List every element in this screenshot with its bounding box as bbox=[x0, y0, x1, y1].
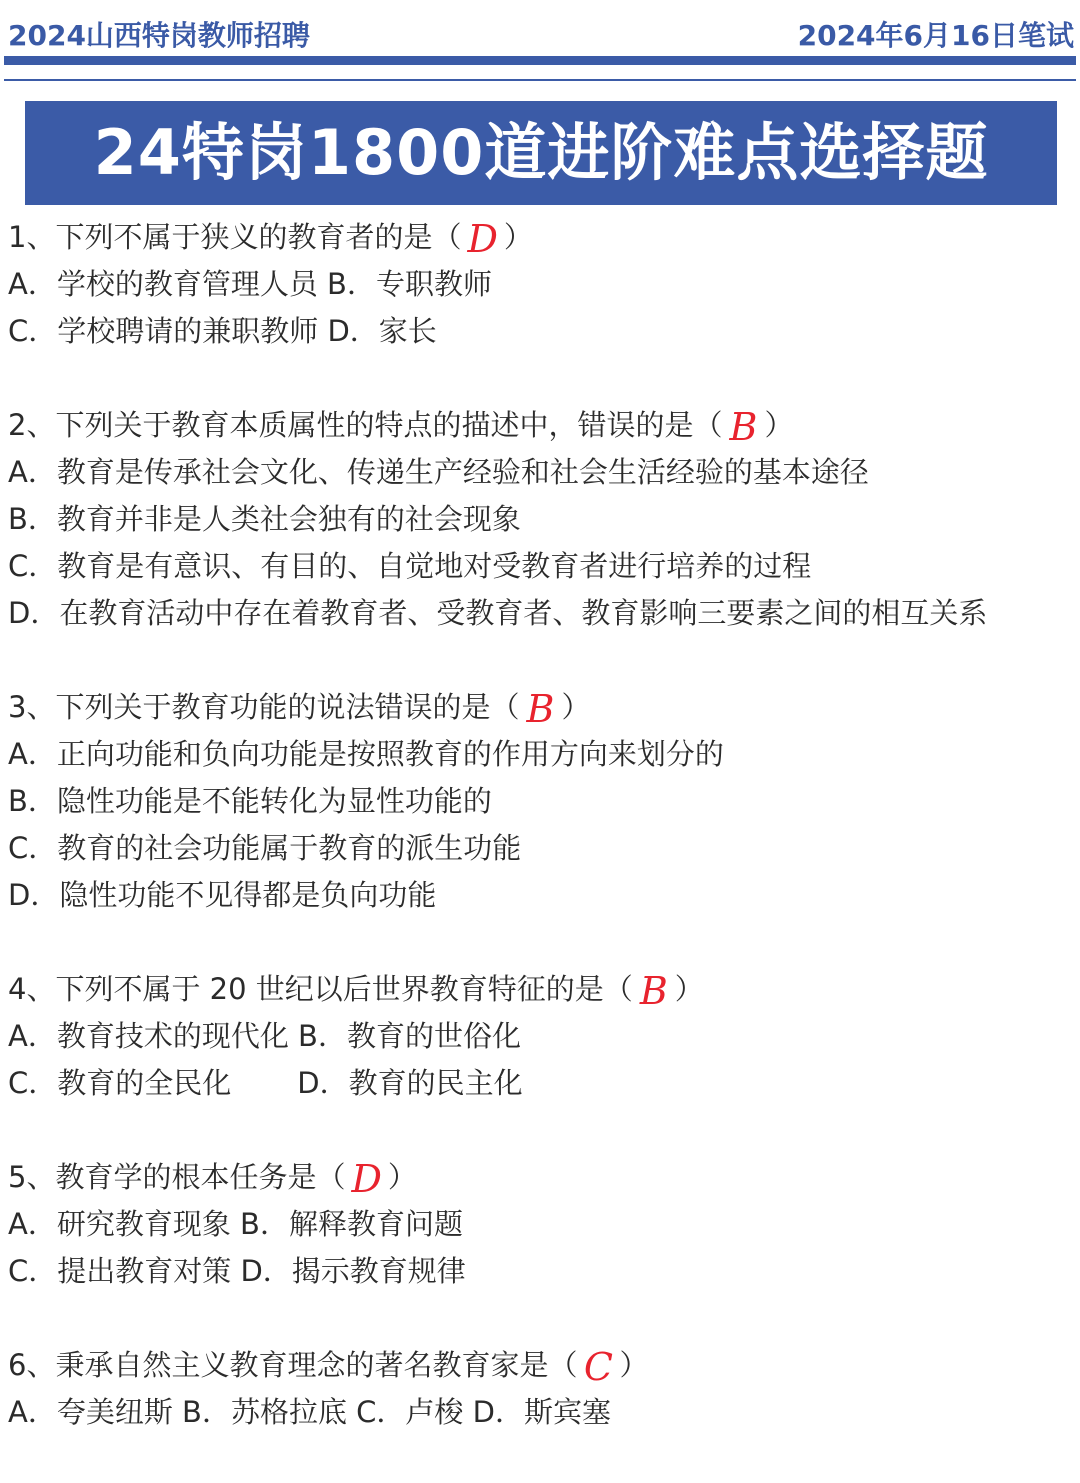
close-paren: ） bbox=[674, 972, 704, 1006]
question-1 bbox=[8, 214, 1074, 355]
stem-text: 1、下列不属于狭义的教育者的是（ bbox=[8, 220, 462, 254]
question-stem bbox=[8, 214, 1074, 261]
option-c: C．教育的全民化 bbox=[8, 1066, 232, 1100]
question-2 bbox=[8, 402, 1074, 637]
option-line: A．学校的教育管理人员 B．专职教师 bbox=[8, 267, 492, 301]
option-line: A．教育是传承社会文化、传递生产经验和社会生活经验的基本途径 bbox=[8, 455, 869, 489]
page-header bbox=[0, 0, 1080, 60]
close-paren: ） bbox=[387, 1160, 417, 1194]
close-paren: ） bbox=[619, 1348, 649, 1382]
option-line: A．研究教育现象 B．解释教育问题 bbox=[8, 1207, 463, 1241]
close-paren: ） bbox=[764, 408, 794, 442]
option-line: C．教育的社会功能属于教育的派生功能 bbox=[8, 831, 522, 865]
option-line: A．正向功能和负向功能是按照教育的作用方向来划分的 bbox=[8, 737, 724, 771]
stem-text: 4、下列不属于 20 世纪以后世界教育特征的是（ bbox=[8, 972, 633, 1006]
close-paren: ） bbox=[503, 220, 533, 254]
stem-text: 6、秉承自然主义教育理念的著名教育家是（ bbox=[8, 1348, 578, 1382]
exam-date: 2024年6月16日笔试 bbox=[797, 19, 1074, 52]
header-divider-thick bbox=[4, 56, 1076, 65]
option-line: C．提出教育对策 D．揭示教育规律 bbox=[8, 1254, 466, 1288]
option-line: B．隐性功能是不能转化为显性功能的 bbox=[8, 784, 492, 818]
option-d: D．教育的民主化 bbox=[297, 1066, 523, 1100]
question-stem bbox=[8, 966, 1074, 1013]
close-paren: ） bbox=[561, 690, 591, 724]
option-line: A．教育技术的现代化 B．教育的世俗化 bbox=[8, 1019, 521, 1053]
title-banner: 24特岗1800道进阶难点选择题 bbox=[25, 101, 1057, 205]
option-line bbox=[8, 1060, 1074, 1107]
handwritten-answer: B bbox=[639, 969, 668, 1013]
handwritten-answer: D bbox=[467, 217, 498, 261]
option-line: C．教育是有意识、有目的、自觉地对受教育者进行培养的过程 bbox=[8, 549, 812, 583]
question-3 bbox=[8, 684, 1074, 919]
handwritten-answer: C bbox=[583, 1345, 613, 1389]
exam-name: 2024山西特岗教师招聘 bbox=[8, 19, 310, 52]
stem-text: 2、下列关于教育本质属性的特点的描述中，错误的是（ bbox=[8, 408, 723, 442]
handwritten-answer: D bbox=[351, 1157, 382, 1201]
question-6 bbox=[8, 1342, 1074, 1436]
option-line: C．学校聘请的兼职教师 D．家长 bbox=[8, 314, 437, 348]
option-line: D．在教育活动中存在着教育者、受教育者、教育影响三要素之间的相互关系 bbox=[8, 596, 988, 630]
question-4 bbox=[8, 966, 1074, 1107]
question-stem bbox=[8, 402, 1074, 449]
option-line: B．教育并非是人类社会独有的社会现象 bbox=[8, 502, 521, 536]
option-line: D．隐性功能不见得都是负向功能 bbox=[8, 878, 437, 912]
stem-text: 3、下列关于教育功能的说法错误的是（ bbox=[8, 690, 520, 724]
handwritten-answer: B bbox=[729, 405, 758, 449]
header-divider-thin bbox=[4, 79, 1076, 81]
question-stem bbox=[8, 1342, 1074, 1389]
option-line: A．夸美纽斯 B．苏格拉底 C．卢梭 D．斯宾塞 bbox=[8, 1395, 611, 1429]
question-list bbox=[8, 214, 1074, 1483]
question-5 bbox=[8, 1154, 1074, 1295]
question-stem bbox=[8, 684, 1074, 731]
handwritten-answer: B bbox=[526, 687, 555, 731]
question-stem bbox=[8, 1154, 1074, 1201]
stem-text: 5、教育学的根本任务是（ bbox=[8, 1160, 346, 1194]
